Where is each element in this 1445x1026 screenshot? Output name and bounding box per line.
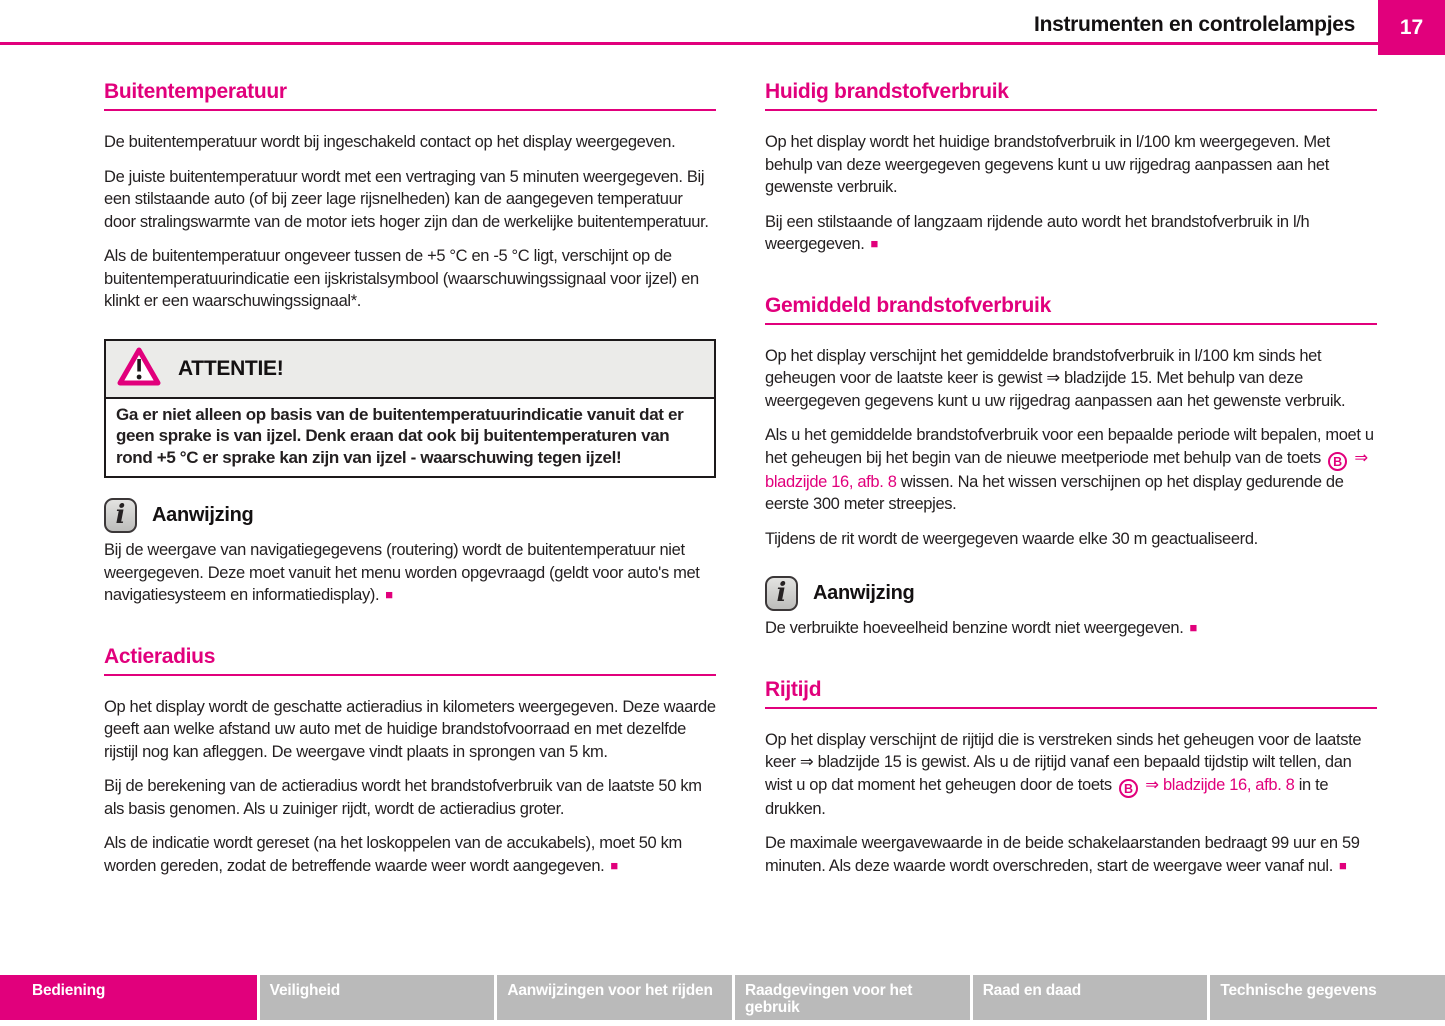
note-header xyxy=(765,576,1377,611)
section-title-actieradius: Actieradius xyxy=(104,645,716,676)
nav-tab-veiligheid[interactable]: Veiligheid xyxy=(260,975,495,1020)
attention-box xyxy=(104,339,716,479)
section-end-marker: ■ xyxy=(870,236,878,251)
attention-label: ATTENTIE! xyxy=(178,357,284,380)
page-reference-link[interactable]: ⇒ bladzijde 16, afb. 8 xyxy=(765,448,1368,491)
paragraph: Op het display wordt het huidige brandstofverbruik in l/100 km weergegeven. Met behulp van deze weergegeven gegevens kunt u uw rijgedrag aanpassen aan het gewenste verbruik. xyxy=(765,133,1330,196)
attention-box-header xyxy=(106,341,714,399)
warning-triangle-icon xyxy=(116,346,162,393)
note-text: Bij de weergave van navigatiegegevens (routering) wordt de buitentemperatuur niet weergegeven. Deze moet vanuit het menu worden opgevraagd (geldt voor auto's met navigatiesysteem en informatiedisplay). ■ xyxy=(104,541,700,604)
paragraph: Tijdens de rit wordt de weergegeven waarde elke 30 m geactualiseerd. xyxy=(765,529,1258,548)
bottom-nav xyxy=(0,975,1445,1020)
paragraph: Op het display wordt de geschatte actieradius in kilometers weergegeven. Deze waarde geeft aan welke afstand uw auto met de huidige brandstofvoorraad en met dezelfde rijstijl nog kan afleggen. De weergave vindt plaats in sprongen van 5 km. xyxy=(104,697,716,761)
info-icon: i xyxy=(104,498,137,533)
note-text: De verbruikte hoeveelheid benzine wordt niet weergegeven. ■ xyxy=(765,619,1198,637)
paragraph: De maximale weergavewaarde in de beide schakelaarstanden bedraagt 99 uur en 59 minuten. Als deze waarde wordt overschreden, start de weergave weer vanaf nul. ■ xyxy=(765,834,1360,875)
section-end-marker: ■ xyxy=(610,857,618,873)
paragraph: Bij de berekening van de actieradius wordt het brandstofverbruik van de laatste 50 km als basis genomen. Als u zuiniger rijdt, wordt de actieradius groter. xyxy=(104,777,702,818)
section-end-marker: ■ xyxy=(1189,620,1198,635)
left-column xyxy=(104,80,716,889)
note-label: Aanwijzing xyxy=(813,582,915,604)
info-icon: i xyxy=(765,576,798,611)
button-b-symbol: B xyxy=(1119,779,1138,798)
paragraph: De juiste buitentemperatuur wordt met een vertraging van 5 minuten weergegeven. Bij een stilstaande auto (of bij zeer lage rijsnelheden) kan de aangegeven temperatuur door stralingswarmte van de motor iets hoger zijn dan de werkelijke buitentemperatuur. xyxy=(104,167,709,231)
page-header-title: Instrumenten en controlelampjes xyxy=(1034,13,1355,36)
paragraph: Als u het gemiddelde brandstofverbruik voor een bepaalde periode wilt bepalen, moet u het geheugen bij het begin van de nieuwe meetperiode met behulp van de toets B ⇒ bladzijde 16, afb. 8 wissen. Na het wissen verschijnen op het display gedurende de eerste 300 meter streepjes. xyxy=(765,426,1374,513)
note-header xyxy=(104,498,716,533)
section-title-rijtijd: Rijtijd xyxy=(765,678,1377,709)
button-b-symbol: B xyxy=(1328,452,1347,471)
page-number: 17 xyxy=(1399,15,1424,39)
nav-tab-raad-en-daad[interactable]: Raad en daad xyxy=(973,975,1208,1020)
page-number-box xyxy=(1378,0,1445,55)
note-aanwijzing xyxy=(104,498,716,607)
attention-body: Ga er niet alleen op basis van de buitentemperatuurindicatie vanuit dat er geen sprake is van ijzel. Denk eraan dat ook bij buitentemperaturen van rond +5 °C er sprake kan zijn van ijzel - waarschuwing tegen ijzel! xyxy=(116,404,684,467)
section-end-marker: ■ xyxy=(1338,857,1347,873)
paragraph: Op het display verschijnt de rijtijd die is verstreken sinds het geheugen voor de laatste keer ⇒ bladzijde 15 is gewist. Als u de rijtijd vanaf een bepaald tijdstip wilt tellen, dan wist u op dat moment het geheugen door de toets B ⇒ bladzijde 16, afb. 8 in te drukken. xyxy=(765,730,1362,818)
nav-tab-technische-gegevens[interactable]: Technische gegevens xyxy=(1210,975,1445,1020)
paragraph: Bij een stilstaande of langzaam rijdende auto wordt het brandstofverbruik in l/h weergegeven. ■ xyxy=(765,212,1310,253)
nav-tab-raadgevingen-voor-het-gebruik[interactable]: Raadgevingen voor het gebruik xyxy=(735,975,970,1020)
paragraph: Als de buitentemperatuur ongeveer tussen de +5 °C en -5 °C ligt, verschijnt op de buitentemperatuurindicatie een ijskristalsymbool (waarschuwingssignaal voor ijzel) en klinkt er een waarschuwingssignaal*. xyxy=(104,247,699,310)
paragraph: Op het display verschijnt het gemiddelde brandstofverbruik in l/100 km sinds het geheugen voor de laatste keer is gewist ⇒ bladzijde 15. Met behulp van deze weergegeven gegevens kunt u uw rijgedrag aanpassen aan het gewenste verbruik. xyxy=(765,346,1346,410)
note-label: Aanwijzing xyxy=(152,504,254,526)
section-title-gemiddeld-brandstofverbruik: Gemiddeld brandstofverbruik xyxy=(765,294,1377,325)
nav-tab-aanwijzingen-voor-het-rijden[interactable]: Aanwijzingen voor het rijden xyxy=(497,975,732,1020)
section-end-marker: ■ xyxy=(385,587,393,602)
nav-tab-bediening[interactable]: Bediening xyxy=(0,975,257,1020)
note-aanwijzing xyxy=(765,576,1377,640)
paragraph: Als de indicatie wordt gereset (na het loskoppelen van de accukabels), moet 50 km worden gereden, zodat de betreffende waarde weer wordt aangegeven. ■ xyxy=(104,834,682,875)
section-title-buitentemperatuur: Buitentemperatuur xyxy=(104,80,716,111)
page-reference-link[interactable]: ⇒ bladzijde 16, afb. 8 xyxy=(1141,775,1295,794)
header-rule xyxy=(0,42,1445,45)
paragraph: De buitentemperatuur wordt bij ingeschakeld contact op het display weergegeven. xyxy=(104,133,676,151)
section-title-huidig-brandstofverbruik: Huidig brandstofverbruik xyxy=(765,80,1377,111)
right-column xyxy=(765,80,1377,889)
